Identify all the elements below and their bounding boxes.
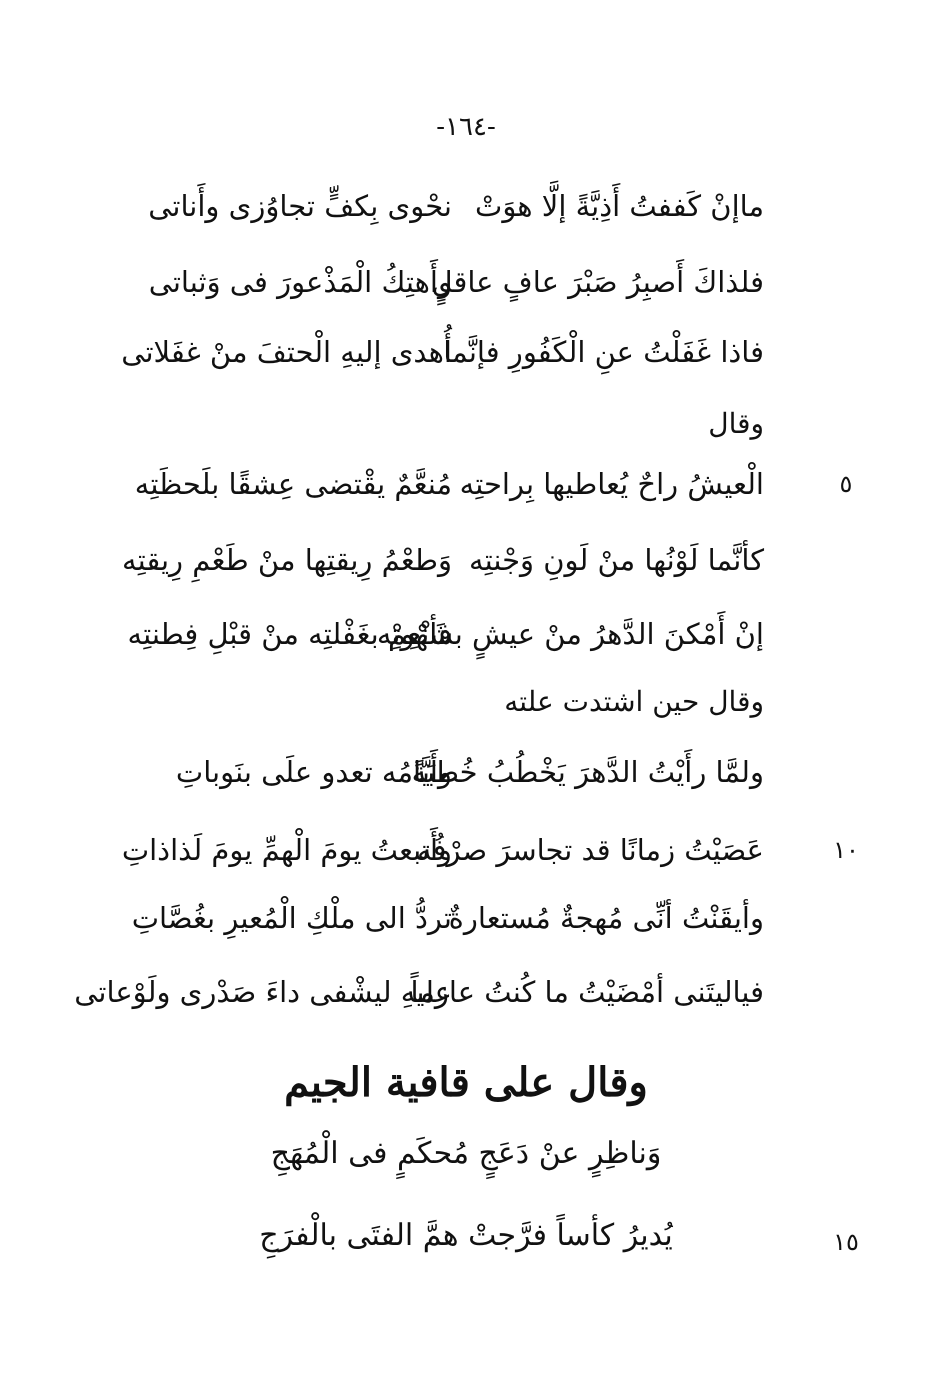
verse-second-hemistich: عليهِ ليشْفى داءَ صَدْرى ولَوْعاتى	[74, 975, 452, 1009]
verse-second-hemistich: وأَتبعتُ يومَ الْهمِّ يومَ لَذاذاتِ	[121, 833, 452, 867]
verse-first-hemistich: وأيقَنْتُ أنِّى مُهجةٌ مُستعارةٌ	[448, 901, 764, 935]
verse-first-hemistich: ولمَّا رأَيْتُ الدَّهرَ يَخْطُبُ خُطبَةً	[411, 755, 764, 789]
verse-line	[0, 742, 932, 806]
verse-line	[0, 530, 932, 594]
section-heading-large: وقال على قافية الجيم	[284, 1059, 648, 1106]
verse-line-centered: يُديرُ كأساً فرَّجتْ همَّ الفتَى بالْفرَجِ	[259, 1218, 673, 1253]
verse-second-hemistich: نحْوى بِكفٍّ تجاوُزى وأَناتى	[148, 189, 452, 223]
verse-second-hemistich: مُنعَّمٌ يقْتضى عِشقًا بلَحظَتِه	[134, 467, 452, 501]
verse-line	[0, 454, 932, 518]
verse-first-hemistich: فياليتَنى أمْضَيْتُ ما كُنتُ عازماً	[410, 975, 764, 1009]
verse-second-hemistich: تردُّ الى ملْكِ الْمُعيرِ بغُصَّاتِ	[131, 901, 452, 935]
verse-line	[0, 820, 932, 884]
verse-number: ١٠	[833, 836, 859, 864]
section-heading: وقال	[708, 407, 764, 440]
page-number: -١٦٤-	[436, 112, 496, 142]
verse-first-hemistich: فلذاكَ أَصبِرُ صَبْرَ عافٍ عاقلٍ	[431, 265, 764, 299]
verse-second-hemistich: فأنْعِمْ بغَفْلتِه منْ قبْلِ فِطنتِه	[127, 617, 452, 651]
verse-second-hemistich: وَطعْمُ رِيقتِها منْ طَعْمِ رِيقتِه	[122, 543, 452, 577]
verse-first-hemistich: الْعيشُ راحٌ يُعاطيها بِراحتِه	[459, 467, 764, 501]
verse-second-hemistich: وأَهتِكُ الْمَذْعورَ فى وَثباتى	[148, 265, 452, 299]
verse-first-hemistich: فاذا غَفَلْتُ عنِ الْكَفُورِ فإنَّما	[443, 335, 764, 369]
verse-line	[0, 322, 932, 386]
verse-second-hemistich: وأَيَّامُه تعدو علَى بنَوباتِ	[175, 755, 452, 789]
verse-first-hemistich: إنْ أَمْكنَ الدَّهرُ منْ عيشٍ بشَهْوتِه	[376, 617, 764, 651]
verse-number: ٥	[839, 470, 853, 498]
verse-line-centered: وَناظِرٍ عنْ دَعَجٍ مُحكَمٍ فى الْمُهَجِ	[270, 1136, 662, 1171]
verse-line	[0, 962, 932, 1026]
verse-first-hemistich: عَصَيْتُ زمانًا قد تجاسرَ صرْفُه	[417, 833, 764, 867]
verse-line	[0, 252, 932, 316]
section-heading: وقال حين اشتدت علته	[504, 685, 764, 718]
verse-second-hemistich: أُهدى إليهِ الْحتفَ منْ غفَلاتى	[121, 335, 452, 369]
verse-line	[0, 176, 932, 240]
verse-line	[0, 888, 932, 952]
verse-number: ١٥	[833, 1228, 859, 1256]
verse-first-hemistich: ماإنْ كَففتُ أَذِيَّةً إلَّا هوَتْ	[475, 189, 764, 223]
verse-line	[0, 604, 932, 668]
verse-first-hemistich: كأنَّما لَوْنُها منْ لَونِ وَجْنتِه	[469, 543, 764, 577]
